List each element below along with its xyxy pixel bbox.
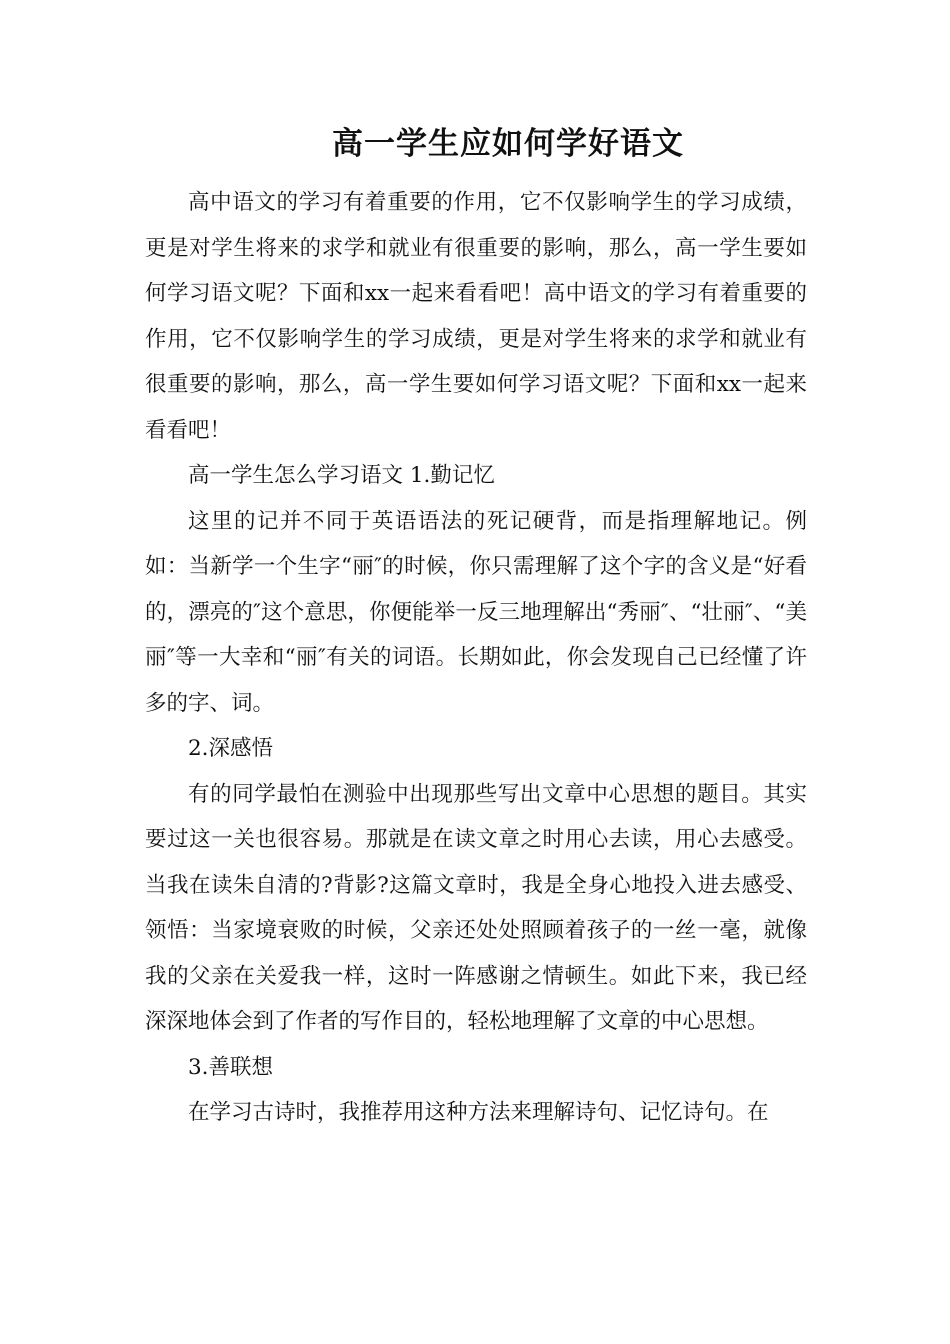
intro-paragraph: 高中语文的学习有着重要的作用，它不仅影响学生的学习成绩，更是对学生将来的求学和就业有很重要的影响，那么，高一学生要如何学习语文呢？下面和xx一起来看看吧！高中语文的学习有着重要的作用，它不仅影响学生的学习成绩，更是对学生将来的求学和就业有很重要的影响，那么，高一学生要如何学习语文呢？下面和xx一起来看看吧！ xyxy=(145,190,807,443)
section-heading-feeling: 2.深感悟 xyxy=(188,736,274,761)
association-paragraph: 在学习古诗时，我推荐用这种方法来理解诗句、记忆诗句。在 xyxy=(188,1100,769,1125)
memory-paragraph: 这里的记并不同于英语语法的死记硬背，而是指理解地记。例如：当新学一个生字“丽″的时候，你只需理解了这个字的含义是“好看的，漂亮的″这个意思，你便能举一反三地理解出“秀丽″、“壮丽″、“美丽″等一大幸和“丽″有关的词语。长期如此，你会发现自己已经懂了许多的字、词。 xyxy=(145,508,807,716)
section-heading-memory: 高一学生怎么学习语文 1.勤记忆 xyxy=(188,463,495,488)
feeling-paragraph: 有的同学最怕在测验中出现那些写出文章中心思想的题目。其实要过这一关也很容易。那就是在读文章之时用心去读，用心去感受。当我在读朱自清的?背影?这篇文章时，我是全身心地投入进去感受、领悟：当家境衰败的时候，父亲还处处照顾着孩子的一丝一毫，就像我的父亲在关爱我一样，这时一阵感谢之情顿生。如此下来，我已经深深地体会到了作者的写作目的，轻松地理解了文章的中心思想。 xyxy=(145,781,807,1034)
document-title: 高一学生应如何学好语文 xyxy=(332,126,684,162)
document-body xyxy=(145,180,807,1136)
section-heading-association: 3.善联想 xyxy=(188,1054,274,1080)
